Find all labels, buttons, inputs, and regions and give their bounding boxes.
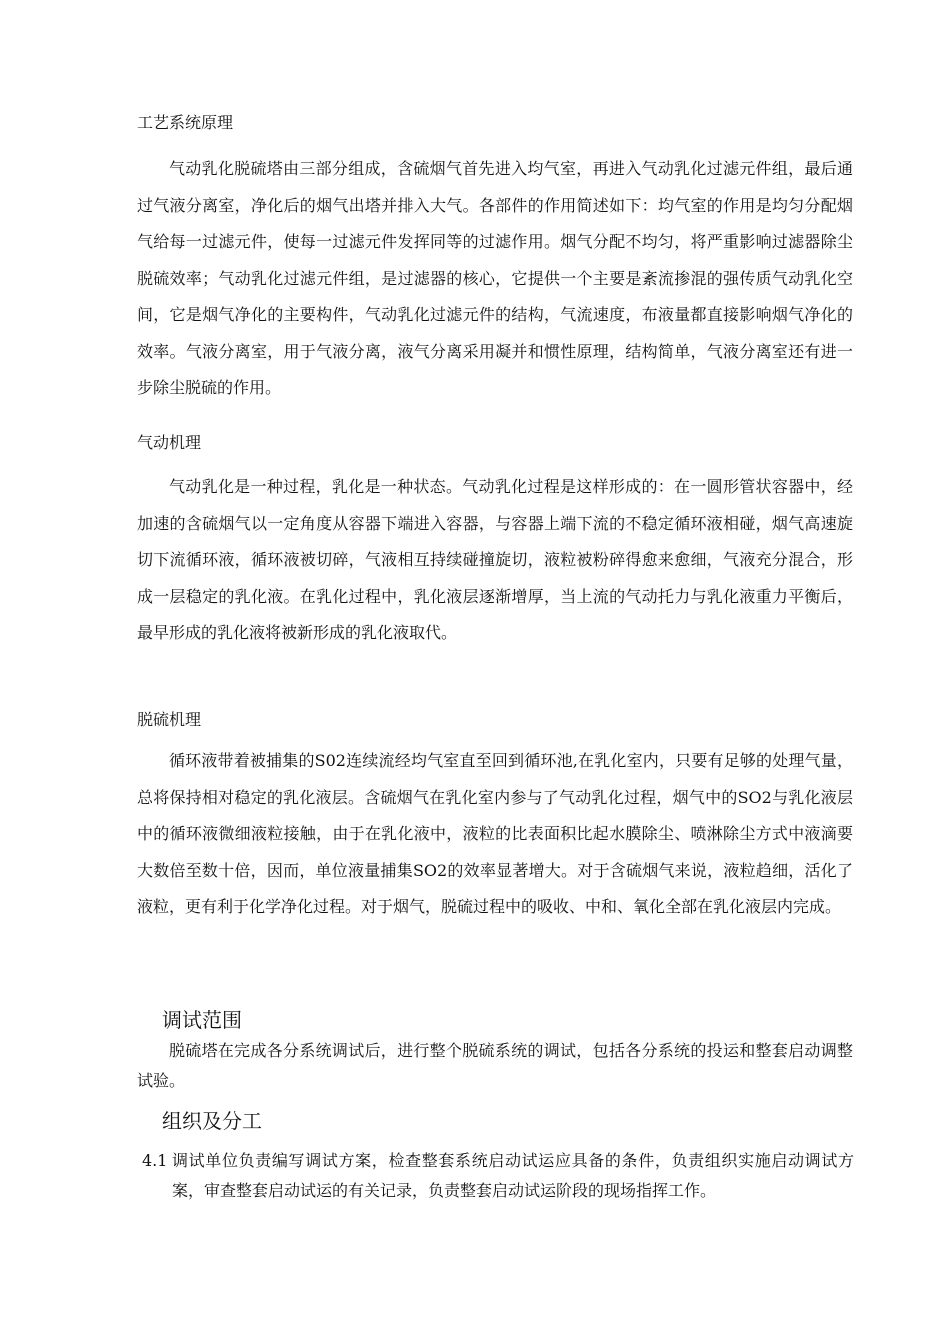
paragraph: 气动乳化脱硫塔由三部分组成，含硫烟气首先进入均气室，再进入气动乳化过滤元件组，最后通过气液分离室，净化后的烟气出塔并排入大气。各部件的作用简述如下：均气室的作用是均匀分配烟气给每一过滤元件，使每一过滤元件发挥同等的过滤作用。烟气分配不均匀，将严重影响过滤器除尘脱硫效率；气动乳化过滤元件组，是过滤器的核心，它提供一个主要是紊流掺混的强传质气动乳化空间，它是烟气净化的主要构件，气动乳化过滤元件的结构，气流速度，布液量都直接影响烟气净化的效率。气液分离室，用于气液分离，液气分离采用凝并和惯性原理，结构简单，气液分离室还有进一步除尘脱硫的作用。 [137,159,853,397]
list-item-text: 调试单位负责编写调试方案，检查整套系统启动试运应具备的条件，负责组织实施启动调试方案，审查整套启动试运的有关记录，负责整套启动试运阶段的现场指挥工作。 [172,1151,854,1200]
heading-scope: 调试范围 [162,1008,242,1032]
section-desulfurization [137,708,853,732]
list-item [142,1146,854,1206]
section-principle-body [137,151,853,407]
list-item-number: 4.1 [142,1151,168,1170]
section-title: 工艺系统原理 [137,113,234,132]
section-pneumatic-body [137,469,853,652]
paragraph: 气动乳化是一种过程，乳化是一种状态。气动乳化过程是这样形成的：在一圆形管状容器中，经加速的含硫烟气以一定角度从容器下端进入容器，与容器上端下流的不稳定循环液相碰，烟气高速旋切下流循环液，循环液被切碎，气液相互持续碰撞旋切，液粒被粉碎得愈来愈细，气液充分混合，形成一层稳定的乳化液。在乳化过程中，乳化液层逐渐增厚，当上流的气动托力与乳化液重力平衡后，最早形成的乳化液将被新形成的乳化液取代。 [137,477,853,642]
section-scope-body [137,1036,853,1096]
heading-organization: 组织及分工 [162,1109,262,1133]
section-title: 脱硫机理 [137,710,202,729]
section-principle [137,111,853,135]
paragraph: 脱硫塔在完成各分系统调试后，进行整个脱硫系统的调试，包括各分系统的投运和整套启动调整试验。 [137,1041,853,1090]
paragraph: 循环液带着被捕集的S02连续流经均气室直至回到循环池,在乳化室内，只要有足够的处理气量，总将保持相对稳定的乳化液层。含硫烟气在乳化室内参与了气动乳化过程，烟气中的SO2与乳化液层中的循环液微细液粒接触，由于在乳化液中，液粒的比表面积比起水膜除尘、喷淋除尘方式中液滴要大数倍至数十倍，因而，单位液量捕集SO2的效率显著增大。对于含硫烟气来说，液粒趋细，活化了液粒，更有利于化学净化过程。对于烟气，脱硫过程中的吸收、中和、氧化全部在乳化液层内完成。 [137,751,853,916]
section-desulfurization-body [137,743,853,926]
section-title: 气动机理 [137,433,202,452]
section-pneumatic [137,431,853,455]
